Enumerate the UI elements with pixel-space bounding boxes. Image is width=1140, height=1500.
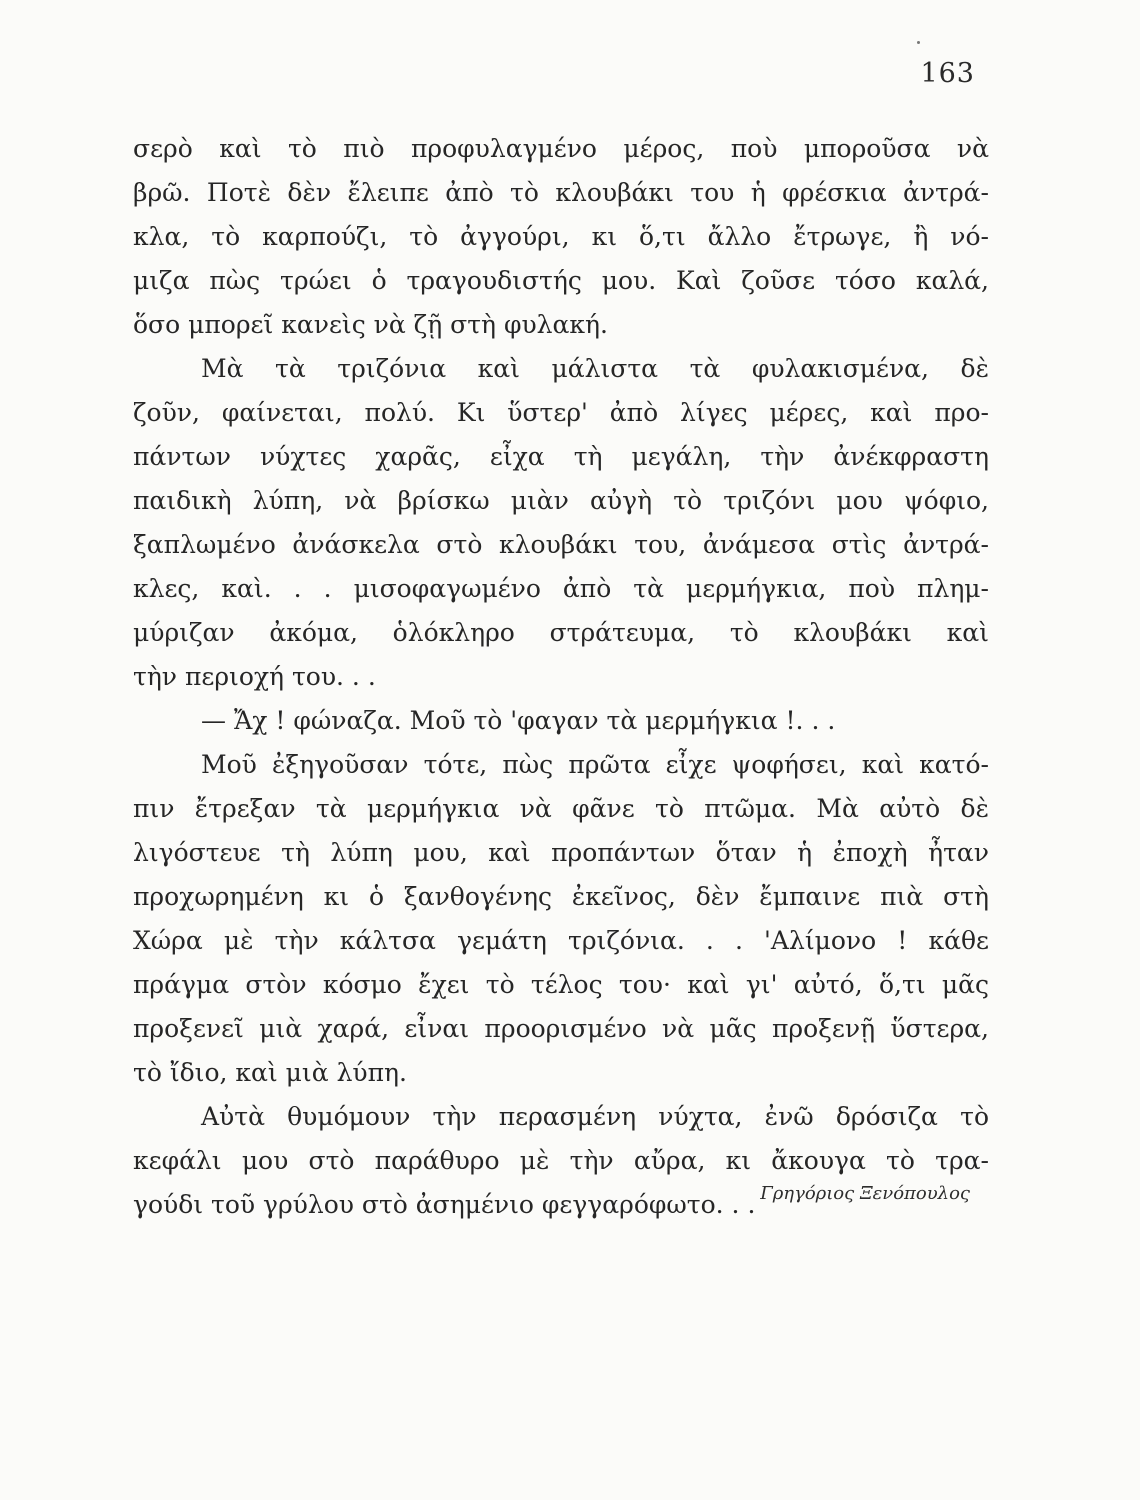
text-line: παιδικὴ λύπη, νὰ βρίσκω μιὰν αὐγὴ τὸ τριζόνι μου ψόφιο,: [133, 486, 989, 515]
text-line: Μοῦ ἐξηγοῦσαν τότε, πὼς πρῶτα εἶχε ψοφήσει, καὶ κατό-: [201, 750, 989, 779]
text-line: ὅσο μπορεῖ κανεὶς νὰ ζῇ στὴ φυλακή.: [133, 310, 608, 339]
text-line: γούδι τοῦ γρύλου στὸ ἀσημένιο φεγγαρόφωτο. . .: [133, 1190, 756, 1219]
text-line: προξενεῖ μιὰ χαρά, εἶναι προορισμένο νὰ μᾶς προξενῇ ὕστερα,: [133, 1014, 989, 1043]
author-signature: Γρηγόριος Ξενόπουλος: [760, 1183, 970, 1204]
paper-speck: [917, 41, 920, 44]
text-line: προχωρημένη κι ὁ ξανθογένης ἐκεῖνος, δὲν ἔμπαινε πιὰ στὴ: [133, 882, 989, 911]
text-line: μιζα πὼς τρώει ὁ τραγουδιστής μου. Καὶ ζοῦσε τόσο καλά,: [133, 266, 989, 295]
text-line: σερὸ καὶ τὸ πιὸ προφυλαγμένο μέρος, ποὺ μποροῦσα νὰ: [133, 134, 989, 163]
text-line: Μὰ τὰ τριζόνια καὶ μάλιστα τὰ φυλακισμένα, δὲ: [201, 354, 989, 383]
text-body: [133, 127, 989, 1227]
text-line: ζοῦν, φαίνεται, πολύ. Κι ὕστερ' ἀπὸ λίγες μέρες, καὶ προ-: [133, 398, 989, 427]
text-line: κεφάλι μου στὸ παράθυρο μὲ τὴν αὔρα, κι ἄκουγα τὸ τρα-: [133, 1146, 989, 1175]
text-line: πιν ἔτρεξαν τὰ μερμήγκια νὰ φᾶνε τὸ πτῶμα. Μὰ αὐτὸ δὲ: [133, 794, 989, 823]
text-line: Χώρα μὲ τὴν κάλτσα γεμάτη τριζόνια. . . 'Αλίμονο ! κάθε: [133, 926, 989, 955]
text-line: μύριζαν ἀκόμα, ὁλόκληρο στράτευμα, τὸ κλουβάκι καὶ: [133, 618, 989, 647]
text-line: Αὐτὰ θυμόμουν τὴν περασμένη νύχτα, ἐνῶ δρόσιζα τὸ: [201, 1102, 989, 1131]
text-line: πράγμα στὸν κόσμο ἔχει τὸ τέλος του· καὶ γι' αὐτό, ὅ,τι μᾶς: [133, 970, 989, 999]
text-line: — Ἄχ ! φώναζα. Μοῦ τὸ 'φαγαν τὰ μερμήγκια !. . .: [201, 706, 836, 735]
text-line: τὴν περιοχή του. . .: [133, 662, 376, 691]
text-line: κλες, καὶ. . . μισοφαγωμένο ἀπὸ τὰ μερμήγκια, ποὺ πλημ-: [133, 574, 989, 603]
text-line: πάντων νύχτες χαρᾶς, εἶχα τὴ μεγάλη, τὴν ἀνέκφραστη: [133, 442, 989, 471]
text-line: ξαπλωμένο ἀνάσκελα στὸ κλουβάκι του, ἀνάμεσα στὶς ἀντρά-: [133, 530, 989, 559]
text-line: κλα, τὸ καρπούζι, τὸ ἀγγούρι, κι ὅ,τι ἄλλο ἔτρωγε, ἢ νό-: [133, 222, 989, 251]
text-line: τὸ ἴδιο, καὶ μιὰ λύπη.: [133, 1058, 407, 1087]
page-number: 163: [920, 58, 975, 89]
text-line: λιγόστευε τὴ λύπη μου, καὶ προπάντων ὅταν ἡ ἐποχὴ ἦταν: [133, 838, 989, 867]
text-line: βρῶ. Ποτὲ δὲν ἔλειπε ἀπὸ τὸ κλουβάκι του ἡ φρέσκια ἀντρά-: [133, 178, 989, 207]
